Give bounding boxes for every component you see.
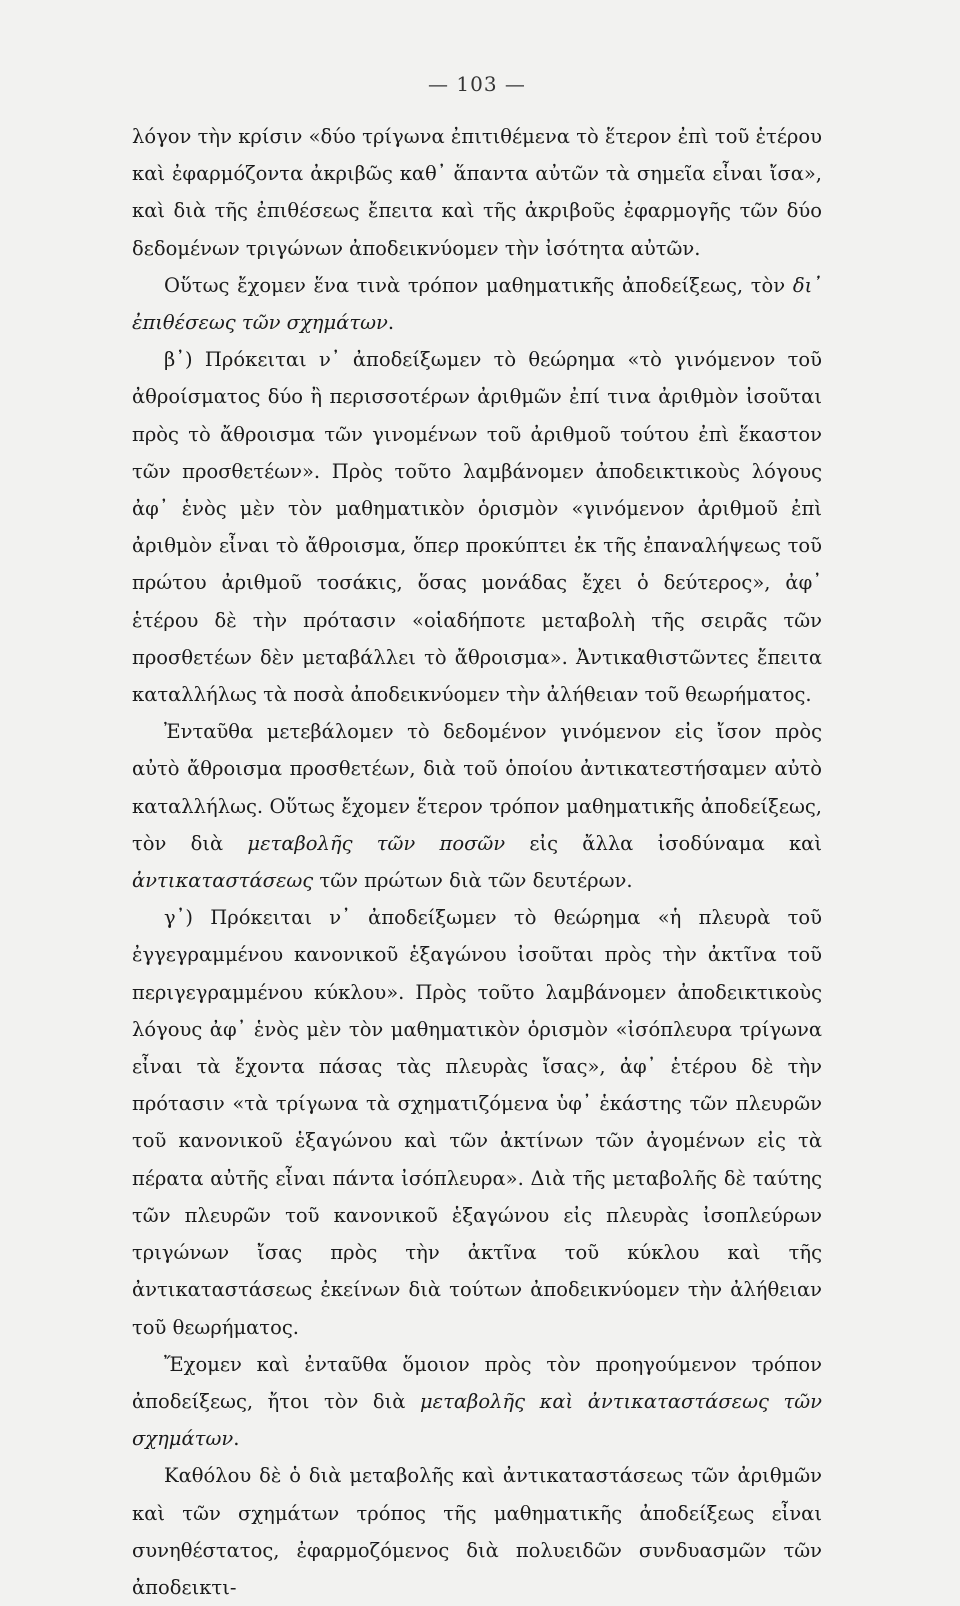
text-run: . (233, 1427, 240, 1451)
emphasized-text: δι᾽ ἐπιθέσεως τῶν σχημάτων (132, 273, 822, 335)
paragraph-general-conclusion (132, 1457, 822, 1606)
text-run: τῶν πρώτων διὰ τῶν δευτέρων. (313, 869, 633, 893)
text-run: Οὕτως ἔχομεν ἕνα τινὰ τρόπον μαθηματικῆς ἀποδείξεως, τὸν (164, 273, 793, 297)
text-run: . (387, 311, 395, 335)
paragraph-similar-method (132, 1346, 822, 1458)
emphasized-text: μεταβολῆς καὶ ἀντικαταστάσεως τῶν σχημάτων (132, 1389, 822, 1451)
emphasized-text: ἀντικαταστάσεως (132, 869, 314, 893)
text-run: λόγον τὴν κρίσιν «δύο τρίγωνα ἐπιτιθέμενα τὸ ἕτερον ἐπὶ τοῦ ἑτέρου καὶ ἐφαρμόζοντα ἀκριβῶς καθ᾽ ἅπαντα αὐτῶν τὰ σημεῖα εἶναι ἴσα», καὶ διὰ τῆς ἐπιθέσεως ἔπειτα καὶ τῆς ἀκριβοῦς ἐφαρμογῆς τῶν δύο δεδομένων τριγώνων ἀποδεικνύομεν τὴν ἰσότητα αὐτῶν. (132, 125, 822, 260)
paragraph-method-substitution (132, 713, 822, 899)
text-run: Καθόλου δὲ ὁ διὰ μεταβολῆς καὶ ἀντικαταστάσεως τῶν ἀριθμῶν καὶ τῶν σχημάτων τρόπος τῆς μαθηματικῆς ἀποδείξεως εἶναι συνηθέστατος, ἐφαρμοζόμενος διὰ πολυειδῶν συνδυασμῶν τῶν ἀποδεικτι- (132, 1464, 822, 1599)
text-run: γ᾽) Πρόκειται ν᾽ ἀποδείξωμεν τὸ θεώρημα «ἡ πλευρὰ τοῦ ἐγγεγραμμένου κανονικοῦ ἑξαγώνου ἰσοῦται πρὸς τὴν ἀκτῖνα τοῦ περιγεγραμμένου κύκλου». Πρὸς τοῦτο λαμβάνομεν ἀποδεικτικοὺς λόγους ἀφ᾽ ἑνὸς μὲν τὸν μαθηματικὸν ὁρισμὸν «ἰσόπλευρα τρίγωνα εἶναι τὰ ἔχοντα πάσας τὰς πλευρὰς ἴσας», ἀφ᾽ ἑτέρου δὲ τὴν πρότασιν «τὰ τρίγωνα τὰ σχηματιζόμενα ὑφ᾽ ἑκάστης τῶν πλευρῶν τοῦ κανονικοῦ ἑξαγώνου καὶ τῶν ἀκτίνων τῶν ἀγομένων εἰς τὰ πέρατα αὐτῆς εἶναι πάντα ἰσόπλευρα». Διὰ τῆς μεταβολῆς δὲ ταύτης τῶν πλευρῶν τοῦ κανονικοῦ ἑξαγώνου εἰς πλευρὰς ἰσοπλεύρων τριγώνων ἴσας πρὸς τὴν ἀκτῖνα τοῦ κύκλου καὶ τῆς ἀντικαταστάσεως ἐκείνων διὰ τούτων ἀποδεικνύομεν τὴν ἀλήθειαν τοῦ θεωρήματος. (132, 906, 822, 1339)
paragraph-theorem-beta (132, 341, 822, 713)
emphasized-text: μεταβολῆς τῶν ποσῶν (247, 831, 506, 855)
text-run: Ἐνταῦθα μετεβάλομεν τὸ δεδομένον γινόμενον εἰς ἴσον πρὸς αὐτὸ ἄθροισμα προσθετέων, διὰ τοῦ ὁποίου ἀντικατεστήσαμεν αὐτὸ καταλλήλως. Οὕτως ἔχομεν ἕτερον τρόπον μαθηματικῆς ἀποδείξεως, τὸν διὰ (132, 720, 822, 855)
page-number-header: — 103 — (428, 72, 526, 96)
paragraph-theorem-gamma (132, 899, 822, 1345)
paragraph-method-superposition (132, 267, 822, 341)
text-run: β᾽) Πρόκειται ν᾽ ἀποδείξωμεν τὸ θεώρημα «τὸ γινόμενον τοῦ ἀθροίσματος δύο ἢ περισσοτέρων ἀριθμῶν ἐπί τινα ἀριθμὸν ἰσοῦται πρὸς τὸ ἄθροισμα τῶν γινομένων τοῦ ἀριθμοῦ τούτου ἐπὶ ἕκαστον τῶν προσθετέων». Πρὸς τοῦτο λαμβάνομεν ἀποδεικτικοὺς λόγους ἀφ᾽ ἑνὸς μὲν τὸν μαθηματικὸν ὁρισμὸν «γινόμενον ἀριθμοῦ ἐπὶ ἀριθμὸν εἶναι τὸ ἄθροισμα, ὅπερ προκύπτει ἐκ τῆς ἐπαναλήψεως τοῦ πρώτου ἀριθμοῦ τοσάκις, ὅσας μονάδας ἔχει ὁ δεύτερος», ἀφ᾽ ἑτέρου δὲ τὴν πρότασιν «οἱαδήποτε μεταβολὴ τῆς σειρᾶς τῶν προσθετέων δὲν μεταβάλλει τὸ ἄθροισμα». Ἀντικαθιστῶντες ἔπειτα καταλλήλως τὰ ποσὰ ἀποδεικνύομεν τὴν ἀλήθειαν τοῦ θεωρήματος. (132, 348, 822, 707)
text-run: Ἔχομεν καὶ ἐνταῦθα ὅμοιον πρὸς τὸν προηγούμενον τρόπον ἀποδείξεως, ἤτοι τὸν διὰ (132, 1352, 822, 1413)
text-run: εἰς ἄλλα ἰσοδύναμα καὶ (505, 831, 822, 855)
paragraph-continuation (132, 118, 822, 267)
